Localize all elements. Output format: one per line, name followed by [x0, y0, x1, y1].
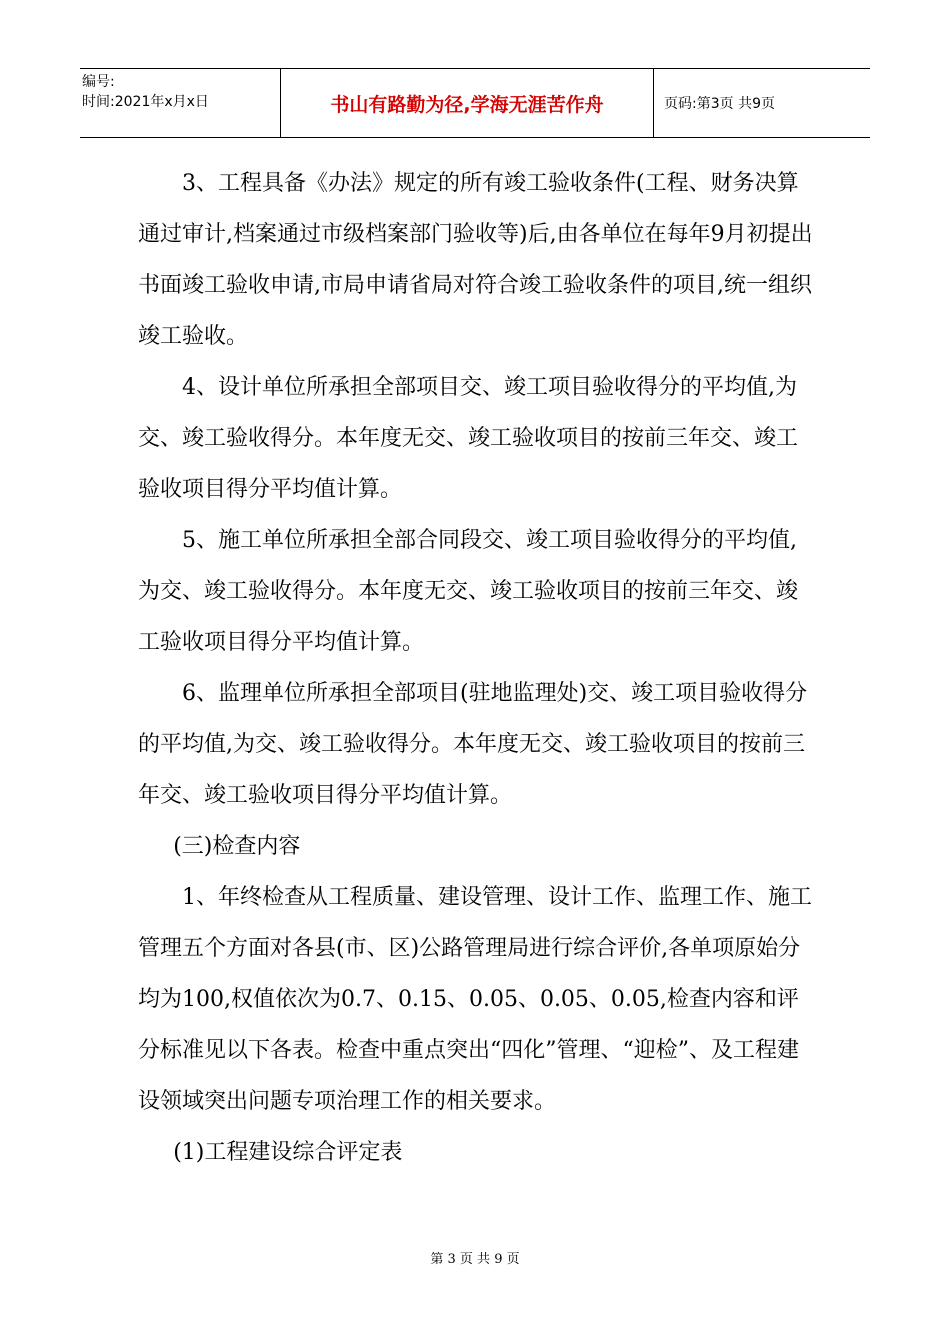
time-label: 时间:2021年x月x日	[82, 94, 209, 110]
paragraph-check-content: 1、年终检查从工程质量、建设管理、设计工作、监理工作、施工管理五个方面对各县(市、区)公路管理局进行综合评价,各单项原始分均为100,权值依次为0.7、0.15、0.05、0.05、0.05,检查内容和评分标准见以下各表。检查中重点突出“四化”管理、“迎检”、及工程建设领域突出问题专项治理工作的相关要求。	[138, 885, 812, 1114]
document-header	[80, 68, 870, 138]
header-motto: 书山有路勤为径,学海无涯苦作舟	[281, 69, 654, 137]
page-footer: 第 3 页 共 9 页	[430, 1252, 520, 1267]
table-heading: (1)工程建设综合评定表	[173, 1140, 403, 1165]
paragraph-item-3: 3、工程具备《办法》规定的所有竣工验收条件(工程、财务决算通过审计,档案通过市级档案部门验收等)后,由各单位在每年9月初提出书面竣工验收申请,市局申请省局对符合竣工验收条件的项目,统一组织竣工验收。	[138, 171, 813, 349]
header-meta-cell	[80, 69, 281, 137]
number-label: 编号:	[82, 74, 115, 90]
paragraph-item-6: 6、监理单位所承担全部项目(驻地监理处)交、竣工项目验收得分的平均值,为交、竣工验收得分。本年度无交、竣工验收项目的按前三年交、竣工验收项目得分平均值计算。	[138, 681, 808, 808]
paragraph-item-4: 4、设计单位所承担全部项目交、竣工项目验收得分的平均值,为交、竣工验收得分。本年度无交、竣工验收项目的按前三年交、竣工验收项目得分平均值计算。	[138, 375, 799, 502]
paragraph-item-5: 5、施工单位所承担全部合同段交、竣工项目验收得分的平均值,为交、竣工验收得分。本年度无交、竣工验收项目的按前三年交、竣工验收项目得分平均值计算。	[138, 528, 799, 655]
section-heading: (三)检查内容	[173, 834, 301, 859]
header-page-label: 页码:第3页 共9页	[664, 96, 775, 112]
document-body	[138, 158, 814, 1178]
